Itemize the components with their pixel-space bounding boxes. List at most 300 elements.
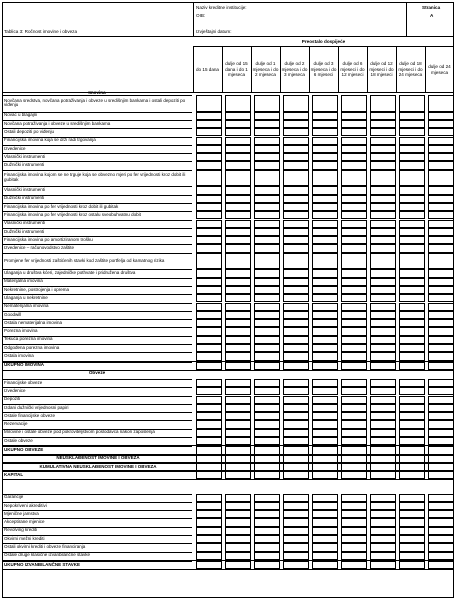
value-cell[interactable] (341, 211, 368, 219)
value-cell[interactable] (225, 145, 252, 153)
value-cell[interactable] (254, 437, 281, 445)
value-cell[interactable] (341, 145, 368, 153)
value-cell[interactable] (428, 278, 455, 286)
value-cell[interactable] (341, 396, 368, 404)
value-cell[interactable] (428, 404, 455, 412)
value-cell[interactable] (399, 362, 426, 370)
value-cell[interactable] (428, 153, 455, 161)
value-cell[interactable] (283, 195, 310, 203)
value-cell[interactable] (370, 286, 397, 294)
value-cell[interactable] (399, 420, 426, 428)
value-cell[interactable] (428, 112, 455, 120)
value-cell[interactable] (254, 412, 281, 420)
value-cell[interactable] (399, 319, 426, 327)
value-cell[interactable] (196, 543, 223, 551)
value-cell[interactable] (283, 161, 310, 169)
value-cell[interactable] (370, 294, 397, 302)
value-cell[interactable] (254, 352, 281, 360)
value-cell[interactable] (196, 379, 223, 387)
value-cell[interactable] (225, 170, 252, 187)
value-cell[interactable] (399, 535, 426, 543)
value-cell[interactable] (428, 379, 455, 387)
value-cell[interactable] (341, 404, 368, 412)
value-cell[interactable] (225, 543, 252, 551)
value-cell[interactable] (283, 145, 310, 153)
value-cell[interactable] (341, 552, 368, 560)
value-cell[interactable] (399, 195, 426, 203)
value-cell[interactable] (225, 203, 252, 211)
value-cell[interactable] (312, 344, 339, 352)
value-cell[interactable] (196, 352, 223, 360)
value-cell[interactable] (370, 396, 397, 404)
value-cell[interactable] (254, 112, 281, 120)
value-cell[interactable] (196, 362, 223, 370)
value-cell[interactable] (225, 269, 252, 277)
value-cell[interactable] (283, 137, 310, 145)
value-cell[interactable] (254, 518, 281, 526)
value-cell[interactable] (254, 253, 281, 270)
value-cell[interactable] (428, 502, 455, 510)
value-cell[interactable] (283, 510, 310, 518)
value-cell[interactable] (283, 236, 310, 244)
value-cell[interactable] (254, 278, 281, 286)
value-cell[interactable] (254, 535, 281, 543)
value-cell[interactable] (225, 303, 252, 311)
value-cell[interactable] (399, 552, 426, 560)
value-cell[interactable] (283, 561, 310, 569)
value-cell[interactable] (196, 535, 223, 543)
value-cell[interactable] (370, 336, 397, 344)
value-cell[interactable] (283, 303, 310, 311)
value-cell[interactable] (196, 244, 223, 252)
value-cell[interactable] (428, 95, 455, 112)
value-cell[interactable] (341, 527, 368, 535)
value-cell[interactable] (225, 387, 252, 395)
value-cell[interactable] (312, 120, 339, 128)
value-cell[interactable] (370, 311, 397, 319)
value-cell[interactable] (312, 153, 339, 161)
value-cell[interactable] (312, 236, 339, 244)
value-cell[interactable] (196, 137, 223, 145)
value-cell[interactable] (399, 153, 426, 161)
value-cell[interactable] (254, 294, 281, 302)
value-cell[interactable] (225, 253, 252, 270)
value-cell[interactable] (370, 236, 397, 244)
value-cell[interactable] (225, 220, 252, 228)
value-cell[interactable] (196, 186, 223, 194)
value-cell[interactable] (312, 518, 339, 526)
value-cell[interactable] (428, 471, 455, 479)
value-cell[interactable] (254, 429, 281, 437)
value-cell[interactable] (225, 236, 252, 244)
value-cell[interactable] (283, 352, 310, 360)
value-cell[interactable] (341, 362, 368, 370)
value-cell[interactable] (370, 303, 397, 311)
value-cell[interactable] (196, 161, 223, 169)
value-cell[interactable] (312, 510, 339, 518)
value-cell[interactable] (370, 95, 397, 112)
value-cell[interactable] (312, 502, 339, 510)
value-cell[interactable] (225, 379, 252, 387)
value-cell[interactable] (428, 303, 455, 311)
value-cell[interactable] (341, 344, 368, 352)
value-cell[interactable] (254, 153, 281, 161)
value-cell[interactable] (428, 137, 455, 145)
value-cell[interactable] (225, 404, 252, 412)
value-cell[interactable] (399, 145, 426, 153)
value-cell[interactable] (196, 153, 223, 161)
value-cell[interactable] (254, 137, 281, 145)
value-cell[interactable] (254, 552, 281, 560)
value-cell[interactable] (196, 518, 223, 526)
value-cell[interactable] (399, 236, 426, 244)
value-cell[interactable] (341, 518, 368, 526)
value-cell[interactable] (370, 362, 397, 370)
value-cell[interactable] (254, 95, 281, 112)
value-cell[interactable] (312, 303, 339, 311)
value-cell[interactable] (312, 494, 339, 502)
value-cell[interactable] (341, 286, 368, 294)
value-cell[interactable] (225, 352, 252, 360)
value-cell[interactable] (341, 535, 368, 543)
value-cell[interactable] (370, 195, 397, 203)
value-cell[interactable] (341, 170, 368, 187)
value-cell[interactable] (283, 543, 310, 551)
value-cell[interactable] (283, 128, 310, 136)
value-cell[interactable] (428, 269, 455, 277)
value-cell[interactable] (312, 429, 339, 437)
value-cell[interactable] (254, 311, 281, 319)
value-cell[interactable] (283, 344, 310, 352)
value-cell[interactable] (283, 186, 310, 194)
value-cell[interactable] (341, 303, 368, 311)
value-cell[interactable] (341, 120, 368, 128)
value-cell[interactable] (225, 195, 252, 203)
value-cell[interactable] (225, 561, 252, 569)
value-cell[interactable] (399, 203, 426, 211)
value-cell[interactable] (254, 211, 281, 219)
value-cell[interactable] (399, 518, 426, 526)
value-cell[interactable] (312, 561, 339, 569)
value-cell[interactable] (370, 137, 397, 145)
value-cell[interactable] (428, 352, 455, 360)
value-cell[interactable] (428, 311, 455, 319)
value-cell[interactable] (399, 510, 426, 518)
value-cell[interactable] (399, 311, 426, 319)
value-cell[interactable] (370, 494, 397, 502)
value-cell[interactable] (399, 387, 426, 395)
value-cell[interactable] (254, 170, 281, 187)
value-cell[interactable] (225, 437, 252, 445)
value-cell[interactable] (254, 362, 281, 370)
value-cell[interactable] (341, 244, 368, 252)
value-cell[interactable] (254, 379, 281, 387)
value-cell[interactable] (341, 95, 368, 112)
value-cell[interactable] (283, 120, 310, 128)
value-cell[interactable] (341, 137, 368, 145)
value-cell[interactable] (254, 319, 281, 327)
value-cell[interactable] (370, 387, 397, 395)
value-cell[interactable] (399, 244, 426, 252)
value-cell[interactable] (312, 379, 339, 387)
value-cell[interactable] (283, 294, 310, 302)
value-cell[interactable] (370, 153, 397, 161)
value-cell[interactable] (225, 186, 252, 194)
value-cell[interactable] (370, 170, 397, 187)
value-cell[interactable] (428, 543, 455, 551)
value-cell[interactable] (225, 535, 252, 543)
value-cell[interactable] (399, 344, 426, 352)
value-cell[interactable] (341, 352, 368, 360)
value-cell[interactable] (254, 494, 281, 502)
value-cell[interactable] (196, 412, 223, 420)
value-cell[interactable] (428, 220, 455, 228)
value-cell[interactable] (370, 543, 397, 551)
value-cell[interactable] (399, 170, 426, 187)
value-cell[interactable] (254, 220, 281, 228)
value-cell[interactable] (312, 244, 339, 252)
value-cell[interactable] (254, 510, 281, 518)
value-cell[interactable] (196, 344, 223, 352)
value-cell[interactable] (312, 137, 339, 145)
value-cell[interactable] (225, 527, 252, 535)
value-cell[interactable] (428, 429, 455, 437)
value-cell[interactable] (428, 170, 455, 187)
value-cell[interactable] (370, 186, 397, 194)
value-cell[interactable] (428, 327, 455, 335)
value-cell[interactable] (341, 327, 368, 335)
value-cell[interactable] (196, 170, 223, 187)
value-cell[interactable] (283, 269, 310, 277)
value-cell[interactable] (312, 336, 339, 344)
value-cell[interactable] (312, 228, 339, 236)
value-cell[interactable] (283, 429, 310, 437)
value-cell[interactable] (428, 561, 455, 569)
value-cell[interactable] (312, 543, 339, 551)
value-cell[interactable] (341, 336, 368, 344)
value-cell[interactable] (254, 344, 281, 352)
value-cell[interactable] (254, 336, 281, 344)
value-cell[interactable] (312, 253, 339, 270)
value-cell[interactable] (283, 518, 310, 526)
value-cell[interactable] (254, 471, 281, 479)
value-cell[interactable] (283, 211, 310, 219)
value-cell[interactable] (428, 387, 455, 395)
value-cell[interactable] (341, 412, 368, 420)
value-cell[interactable] (428, 211, 455, 219)
value-cell[interactable] (399, 120, 426, 128)
value-cell[interactable] (196, 502, 223, 510)
value-cell[interactable] (254, 186, 281, 194)
value-cell[interactable] (370, 420, 397, 428)
value-cell[interactable] (399, 228, 426, 236)
value-cell[interactable] (312, 527, 339, 535)
value-cell[interactable] (399, 294, 426, 302)
value-cell[interactable] (341, 561, 368, 569)
value-cell[interactable] (225, 228, 252, 236)
value-cell[interactable] (196, 286, 223, 294)
value-cell[interactable] (283, 153, 310, 161)
value-cell[interactable] (399, 352, 426, 360)
value-cell[interactable] (341, 161, 368, 169)
value-cell[interactable] (225, 327, 252, 335)
value-cell[interactable] (370, 278, 397, 286)
value-cell[interactable] (341, 494, 368, 502)
value-cell[interactable] (370, 352, 397, 360)
value-cell[interactable] (370, 552, 397, 560)
value-cell[interactable] (370, 561, 397, 569)
value-cell[interactable] (283, 396, 310, 404)
value-cell[interactable] (225, 494, 252, 502)
value-cell[interactable] (341, 186, 368, 194)
value-cell[interactable] (312, 552, 339, 560)
value-cell[interactable] (312, 387, 339, 395)
value-cell[interactable] (370, 220, 397, 228)
value-cell[interactable] (341, 311, 368, 319)
value-cell[interactable] (254, 203, 281, 211)
value-cell[interactable] (312, 211, 339, 219)
value-cell[interactable] (254, 195, 281, 203)
value-cell[interactable] (312, 203, 339, 211)
value-cell[interactable] (370, 112, 397, 120)
value-cell[interactable] (428, 145, 455, 153)
value-cell[interactable] (283, 244, 310, 252)
value-cell[interactable] (341, 220, 368, 228)
value-cell[interactable] (312, 170, 339, 187)
value-cell[interactable] (341, 387, 368, 395)
value-cell[interactable] (370, 429, 397, 437)
value-cell[interactable] (428, 203, 455, 211)
value-cell[interactable] (399, 303, 426, 311)
value-cell[interactable] (399, 404, 426, 412)
value-cell[interactable] (312, 286, 339, 294)
value-cell[interactable] (370, 203, 397, 211)
value-cell[interactable] (196, 404, 223, 412)
value-cell[interactable] (341, 228, 368, 236)
value-cell[interactable] (341, 420, 368, 428)
value-cell[interactable] (196, 387, 223, 395)
value-cell[interactable] (225, 420, 252, 428)
value-cell[interactable] (428, 535, 455, 543)
value-cell[interactable] (196, 294, 223, 302)
value-cell[interactable] (312, 327, 339, 335)
value-cell[interactable] (370, 128, 397, 136)
value-cell[interactable] (399, 437, 426, 445)
value-cell[interactable] (428, 420, 455, 428)
value-cell[interactable] (428, 552, 455, 560)
value-cell[interactable] (254, 502, 281, 510)
value-cell[interactable] (428, 494, 455, 502)
value-cell[interactable] (370, 145, 397, 153)
value-cell[interactable] (428, 412, 455, 420)
value-cell[interactable] (428, 437, 455, 445)
value-cell[interactable] (225, 319, 252, 327)
value-cell[interactable] (225, 518, 252, 526)
value-cell[interactable] (254, 244, 281, 252)
value-cell[interactable] (312, 128, 339, 136)
value-cell[interactable] (370, 253, 397, 270)
value-cell[interactable] (254, 527, 281, 535)
value-cell[interactable] (196, 269, 223, 277)
value-cell[interactable] (428, 510, 455, 518)
value-cell[interactable] (196, 95, 223, 112)
value-cell[interactable] (283, 170, 310, 187)
value-cell[interactable] (254, 228, 281, 236)
value-cell[interactable] (312, 311, 339, 319)
value-cell[interactable] (283, 253, 310, 270)
value-cell[interactable] (399, 137, 426, 145)
value-cell[interactable] (399, 286, 426, 294)
value-cell[interactable] (225, 429, 252, 437)
value-cell[interactable] (196, 120, 223, 128)
value-cell[interactable] (254, 145, 281, 153)
value-cell[interactable] (312, 95, 339, 112)
value-cell[interactable] (341, 253, 368, 270)
value-cell[interactable] (399, 471, 426, 479)
value-cell[interactable] (399, 527, 426, 535)
value-cell[interactable] (341, 379, 368, 387)
value-cell[interactable] (312, 437, 339, 445)
value-cell[interactable] (196, 510, 223, 518)
value-cell[interactable] (196, 253, 223, 270)
value-cell[interactable] (225, 161, 252, 169)
value-cell[interactable] (225, 412, 252, 420)
value-cell[interactable] (283, 471, 310, 479)
value-cell[interactable] (196, 228, 223, 236)
value-cell[interactable] (370, 244, 397, 252)
value-cell[interactable] (428, 244, 455, 252)
value-cell[interactable] (196, 336, 223, 344)
value-cell[interactable] (399, 412, 426, 420)
value-cell[interactable] (283, 420, 310, 428)
value-cell[interactable] (196, 494, 223, 502)
value-cell[interactable] (370, 518, 397, 526)
value-cell[interactable] (341, 195, 368, 203)
value-cell[interactable] (312, 352, 339, 360)
value-cell[interactable] (283, 203, 310, 211)
value-cell[interactable] (428, 518, 455, 526)
value-cell[interactable] (312, 420, 339, 428)
value-cell[interactable] (428, 319, 455, 327)
value-cell[interactable] (283, 220, 310, 228)
value-cell[interactable] (196, 311, 223, 319)
value-cell[interactable] (370, 161, 397, 169)
value-cell[interactable] (196, 211, 223, 219)
value-cell[interactable] (283, 311, 310, 319)
value-cell[interactable] (312, 412, 339, 420)
value-cell[interactable] (254, 543, 281, 551)
value-cell[interactable] (196, 128, 223, 136)
value-cell[interactable] (283, 327, 310, 335)
value-cell[interactable] (399, 161, 426, 169)
value-cell[interactable] (196, 437, 223, 445)
value-cell[interactable] (225, 362, 252, 370)
value-cell[interactable] (428, 286, 455, 294)
value-cell[interactable] (283, 552, 310, 560)
value-cell[interactable] (254, 561, 281, 569)
value-cell[interactable] (399, 112, 426, 120)
value-cell[interactable] (283, 228, 310, 236)
value-cell[interactable] (312, 220, 339, 228)
value-cell[interactable] (370, 412, 397, 420)
value-cell[interactable] (399, 494, 426, 502)
value-cell[interactable] (312, 161, 339, 169)
value-cell[interactable] (254, 286, 281, 294)
value-cell[interactable] (341, 319, 368, 327)
value-cell[interactable] (312, 294, 339, 302)
value-cell[interactable] (370, 120, 397, 128)
value-cell[interactable] (196, 278, 223, 286)
